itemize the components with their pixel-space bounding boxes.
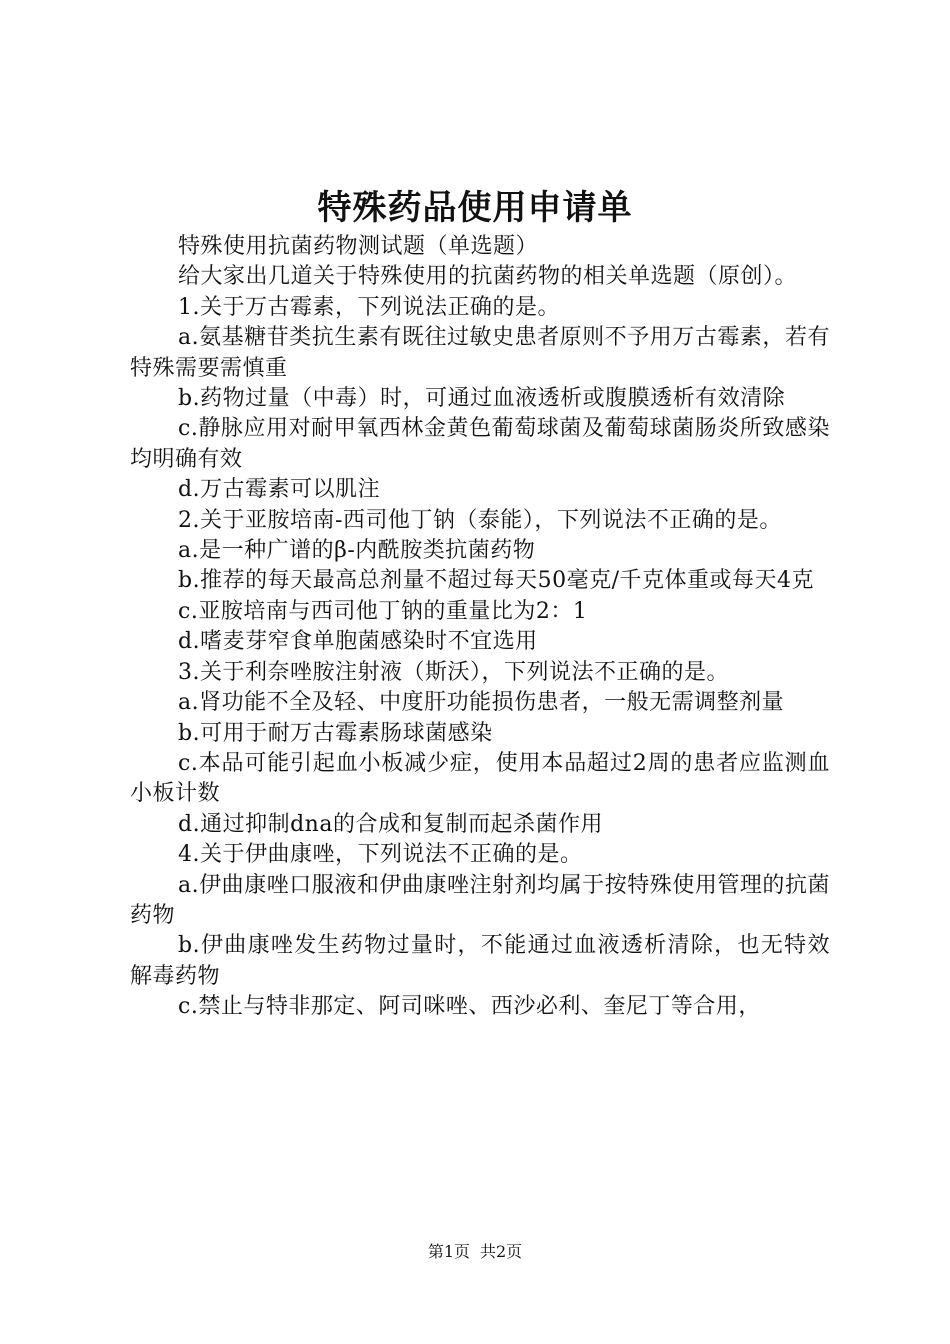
page-footer — [0, 1242, 950, 1262]
question-1-option-c: c.静脉应用对耐甲氧西林金黄色葡萄球菌及葡萄球菌肠炎所致感染均明确有效 — [130, 416, 830, 472]
question-1-option-d: d.万古霉素可以肌注 — [178, 477, 381, 503]
question-4-option-c: c.禁止与特非那定、阿司咪唑、西沙必利、奎尼丁等合用， — [178, 994, 761, 1020]
question-2-option-b: b.推荐的每天最高总剂量不超过每天50毫克/千克体重或每天4克 — [178, 568, 814, 594]
question-3-option-b: b.可用于耐万古霉素肠球菌感染 — [178, 720, 493, 746]
question-2-option-c: c.亚胺培南与西司他丁钠的重量比为2：1 — [178, 598, 588, 624]
question-3-option-a: a.肾功能不全及轻、中度肝功能损伤患者，一般无需调整剂量 — [178, 690, 785, 716]
page-total: 共2页 — [480, 1242, 523, 1261]
question-2-option-d: d.嗜麦芽窄食单胞菌感染时不宜选用 — [178, 629, 538, 655]
question-3-option-c: c.本品可能引起血小板减少症，使用本品超过2周的患者应监测血小板计数 — [130, 750, 830, 807]
question-1-option-b: b.药物过量（中毒）时，可通过血液透析或腹膜透析有效清除 — [178, 386, 786, 412]
question-2-option-a: a.是一种广谱的β-内酰胺类抗菌药物 — [178, 538, 536, 564]
question-4: 4.关于伊曲康唑，下列说法不正确的是。 — [178, 842, 583, 868]
question-4-option-b: b.伊曲康唑发生药物过量时，不能通过血液透析清除，也无特效解毒药物 — [130, 933, 830, 989]
document-body — [130, 232, 830, 1023]
paragraph-intro: 给大家出几道关于特殊使用的抗菌药物的相关单选题（原创）。 — [178, 264, 798, 290]
question-3: 3.关于利奈唑胺注射液（斯沃），下列说法不正确的是。 — [178, 659, 729, 685]
page-number: 第1页 — [427, 1242, 470, 1261]
question-4-option-a: a.伊曲康唑口服液和伊曲康唑注射剂均属于按特殊使用管理的抗菌药物 — [130, 872, 830, 928]
question-1: 1.关于万古霉素，下列说法正确的是。 — [178, 294, 560, 320]
question-3-option-d: d.通过抑制dna的合成和复制而起杀菌作用 — [178, 811, 603, 837]
question-2: 2.关于亚胺培南-西司他丁钠（泰能），下列说法不正确的是。 — [178, 507, 782, 533]
question-1-option-a: a.氨基糖苷类抗生素有既往过敏史患者原则不予用万古霉素，若有特殊需要需慎重 — [130, 325, 830, 381]
paragraph-subtitle: 特殊使用抗菌药物测试题（单选题） — [178, 234, 539, 259]
page-title: 特殊药品使用申请单 — [317, 188, 633, 228]
